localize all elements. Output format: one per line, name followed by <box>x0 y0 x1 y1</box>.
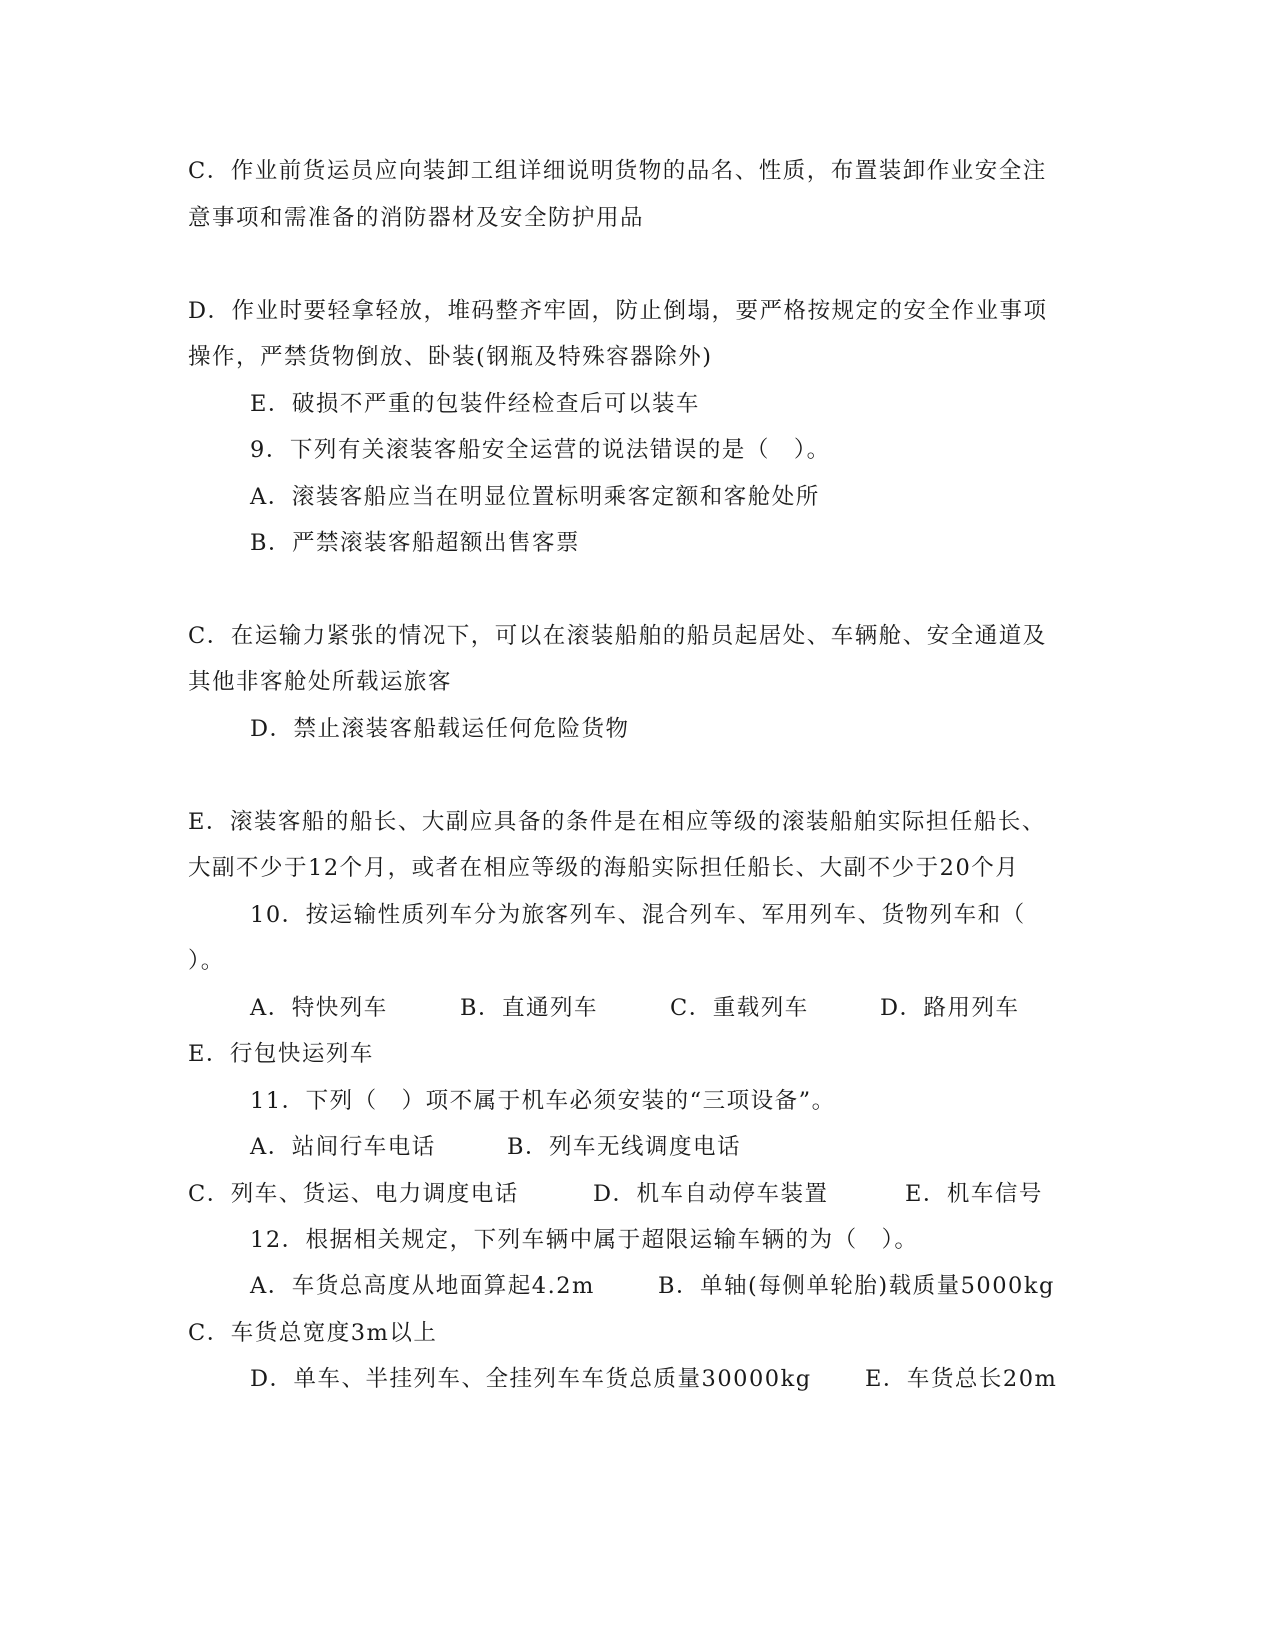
q12-option-d: D．单车、半挂列车、全挂列车车货总质量30000kg <box>250 1366 812 1392</box>
q9-option-e-line2: 大副不少于12个月，或者在相应等级的海船实际担任船长、大副不少于20个月 <box>188 855 1020 881</box>
q11-option-d: D．机车自动停车装置 <box>593 1181 829 1207</box>
q9-stem: 9．下列有关滚装客船安全运营的说法错误的是（ ）。 <box>250 437 831 463</box>
q10-option-e: E．行包快运列车 <box>188 1041 374 1067</box>
q9-option-a: A．滚装客船应当在明显位置标明乘客定额和客舱处所 <box>250 484 820 510</box>
q9-option-e-line1: E．滚装客船的船长、大副应具备的条件是在相应等级的滚装船舶实际担任船长、 <box>188 809 1046 835</box>
q11-option-a: A．站间行车电话 <box>250 1134 436 1160</box>
q10-option-b: B．直通列车 <box>460 995 599 1021</box>
q10-option-a: A．特快列车 <box>250 995 388 1021</box>
q8-option-c-line1: C．作业前货运员应向装卸工组详细说明货物的品名、性质，布置装卸作业安全注 <box>188 158 1047 184</box>
q9-option-c-line1: C．在运输力紧张的情况下，可以在滚装船舶的船员起居处、车辆舱、安全通道及 <box>188 623 1047 649</box>
q12-option-e: E．车货总长20m <box>865 1366 1058 1392</box>
q9-option-c-line2: 其他非客舱处所载运旅客 <box>188 669 453 695</box>
q11-stem: 11．下列（ ）项不属于机车必须安装的“三项设备”。 <box>250 1088 836 1114</box>
q11-option-b: B．列车无线调度电话 <box>507 1134 742 1160</box>
q9-option-b: B．严禁滚装客船超额出售客票 <box>250 530 581 556</box>
q9-option-d: D．禁止滚装客船载运任何危险货物 <box>250 716 630 742</box>
q10-stem-line1: 10．按运输性质列车分为旅客列车、混合列车、军用列车、货物列车和（ <box>250 902 1026 928</box>
q12-option-b: B．单轴(每侧单轮胎)载质量5000kg <box>658 1273 1055 1299</box>
q8-option-d-line1: D．作业时要轻拿轻放，堆码整齐牢固，防止倒塌，要严格按规定的安全作业事项 <box>188 298 1048 324</box>
q8-option-d-line2: 操作，严禁货物倒放、卧装(钢瓶及特殊容器除外) <box>188 344 713 370</box>
q8-option-e: E．破损不严重的包装件经检查后可以装车 <box>250 391 700 417</box>
q11-option-c: C．列车、货运、电力调度电话 <box>188 1181 519 1207</box>
q10-option-c: C．重载列车 <box>670 995 809 1021</box>
q10-option-d: D．路用列车 <box>880 995 1020 1021</box>
q12-stem: 12．根据相关规定，下列车辆中属于超限运输车辆的为（ ）。 <box>250 1227 919 1253</box>
q8-option-c-line2: 意事项和需准备的消防器材及安全防护用品 <box>188 205 645 231</box>
q10-stem-line2: ）。 <box>188 948 225 974</box>
q12-option-a: A．车货总高度从地面算起4.2m <box>250 1273 595 1299</box>
q11-option-e: E．机车信号 <box>905 1181 1043 1207</box>
q12-option-c: C．车货总宽度3m以上 <box>188 1320 438 1346</box>
